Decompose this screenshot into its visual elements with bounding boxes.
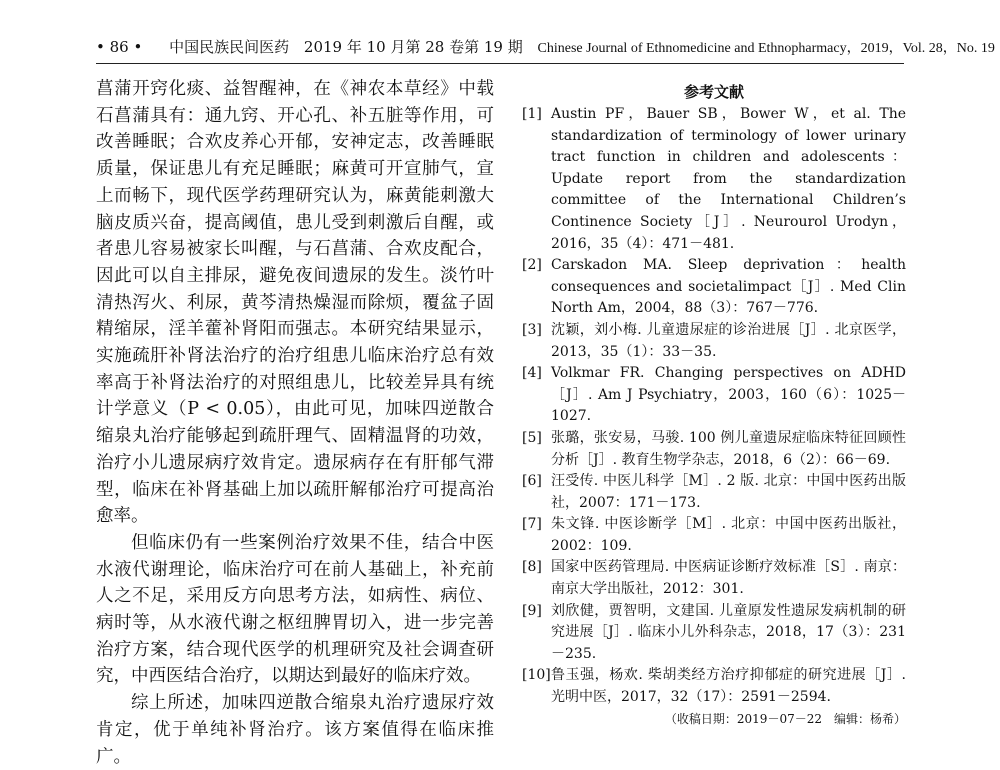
reference-text: 刘欣健，贾智明，文建国. 儿童原发性遗尿发病机制的研究进展［J］. 临床小儿外科杂志，2018，17（3）：231－235. [551,602,906,662]
reference-text: 鲁玉强，杨欢. 柴胡类经方治疗抑郁症的研究进展［J］. 光明中医，2017，32（17）：2591－2594. [551,667,906,706]
reference-number: [5] [522,429,542,446]
issue-info-cn: 2019 年 10 月第 28 卷第 19 期 [303,38,523,56]
references-column [522,80,906,729]
journal-title-cn: 中国民族民间医药 [169,38,290,56]
reference-number: [10] [522,667,551,684]
reference-item [522,514,906,557]
reference-text: 汪受传. 中医儿科学［M］. 2 版. 北京：中国中医药出版社，2007：171－173. [551,473,906,511]
body-paragraph-1: 菖蒲开窍化痰、益智醒神，在《神农本草经》中载石菖蒲具有：通九窍、开心孔、补五脏等作用，可改善睡眠；合欢皮养心开郁，安神定志，改善睡眠质量，保证患儿有充足睡眠；麻黄可开宣肺气，宣上而畅下，现代医学药理研究认为，麻黄能刺激大脑皮质兴奋，提高阈值，患儿受到刺激后自醒，或者患儿容易被家长叫醒，与石菖蒲、合欢皮配合，因此可以自主排尿，避免夜间遗尿的发生。淡竹叶清热泻火、利尿，黄芩清热燥湿而除烦，覆盆子固精缩尿，淫羊藿补肾阳而强志。本研究结果显示，实施疏肝补肾法治疗的治疗组患儿临床治疗总有效率高于补肾法治疗的对照组患儿，比较差异具有统计学意义（P < 0.05），由此可见，加味四逆散合缩泉丸治疗能够起到疏肝理气、固精温肾的功效，治疗小儿遗尿病疗效肯定。遗尿病存在有肝郁气滞型，临床在补肾基础上加以疏肝解郁治疗可提高治愈率。 [96,79,494,527]
reference-text: 张璐，张安易，马骏. 100 例儿童遗尿症临床特征回顾性分析［J］. 教育生物学杂志，2018，6（2）：66－69. [551,429,906,468]
references-heading: 参考文献 [683,83,744,101]
reference-item [522,363,906,428]
reference-item [522,255,906,320]
reference-list [522,104,906,709]
page-number: • 86 • [96,38,143,56]
body-text-column [96,76,494,770]
reference-text: 沈颖，刘小梅. 儿童遗尿症的诊治进展［J］. 北京医学，2013，35（1）：33－35. [551,321,906,360]
reference-number: [4] [522,365,542,382]
reference-text: Carskadon MA. Sleep deprivation：health consequences and societalimpact［J］. Med Clin North Am，2004，88（3）：767－776. [551,257,906,317]
reference-text: 朱文锋. 中医诊断学［M］. 北京：中国中医药出版社，2002：109. [551,516,906,554]
reference-text: Austin PF，Bauer SB，Bower W，et al. The standardization of terminology of lower urinary tract function in children and adolescents：Update report from the standardization committee of the International Children’s Continence Society［J］. Neurourol Urodyn，2016，35（4）：471－481. [551,106,906,252]
reference-item [522,428,906,471]
body-paragraph-2: 但临床仍有一些案例治疗效果不佳，结合中医水液代谢理论，临床治疗可在前人基础上，补充前人之不足，采用反方向思考方法，如病性、病位、病时等，从水液代谢之枢纽脾胃切入，进一步完善治疗方案，结合现代医学的机理研究及社会调查研究，中西医结合治疗，以期达到最好的临床疗效。 [96,532,494,687]
reference-number: [3] [522,321,542,338]
reference-number: [1] [522,106,542,122]
reference-item [522,471,906,514]
reference-number: [2] [522,257,542,274]
reference-item [522,320,906,363]
journal-title-en: Chinese Journal of Ethnomedicine and Ethnopharmacy，2019，Vol. 28，No. 19 [537,41,995,56]
reference-item [522,557,906,600]
reference-item [522,665,906,708]
body-paragraph-3: 综上所述，加味四逆散合缩泉丸治疗遗尿疗效肯定，优于单纯补肾治疗。该方案值得在临床推广。 [96,693,494,767]
reference-item [522,601,906,666]
page-header [96,30,995,64]
reference-number: [7] [522,516,542,533]
received-date-editor: （收稿日期：2019－07－22 编辑：杨希） [664,711,906,726]
reference-number: [8] [522,559,542,576]
reference-number: [6] [522,473,542,490]
reference-text: 国家中医药管理局. 中医病证诊断疗效标准［S］. 南京：南京大学出版社，2012：301. [551,559,906,598]
reference-item [522,104,906,255]
reference-text: Volkmar FR. Changing perspectives on ADHD［J］. Am J Psychiatry，2003，160（6）：1025－1027. [551,365,906,425]
reference-number: [9] [522,602,542,619]
